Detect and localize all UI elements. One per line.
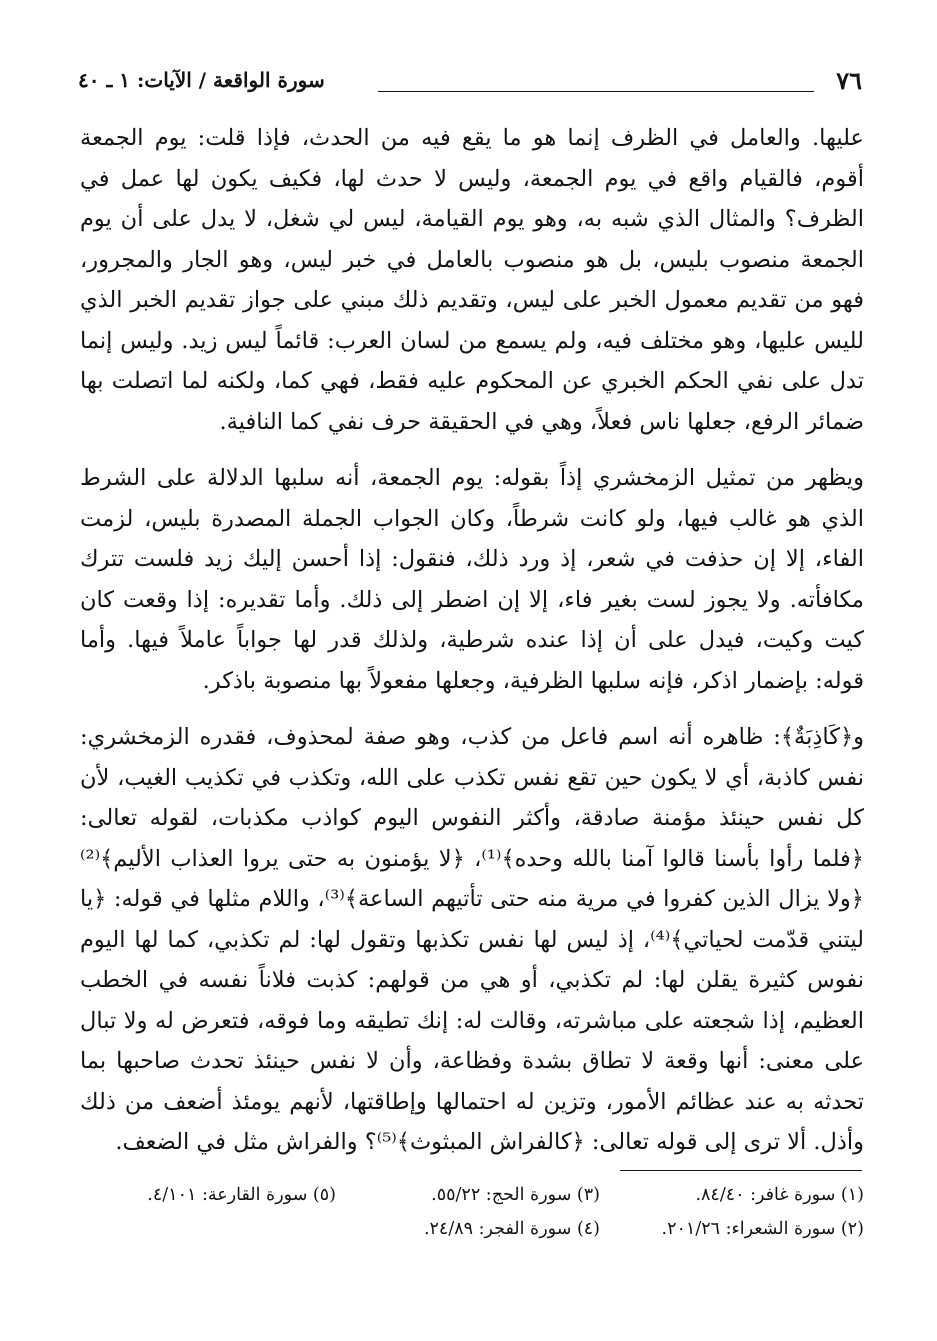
footnote: (٥) سورة القارعة: ٤/١٠١. [147,1185,336,1205]
page-number: ٧٦ [836,66,862,95]
paragraph: ويظهر من تمثيل الزمخشري إذاً بقوله: يوم الجمعة، أنه سلبها الدلالة على الشرط الذي هو غالب فيها، ولو كانت شرطاً، وكان الجواب الجملة المصدرة بليس، لزمت الفاء، إلا إن حذفت في شعر، إذ ورد ذلك، فنقول: إذا أحسن إليك زيد فلست تترك مكافأته. ولا يجوز لست بغير فاء، إلا إن اضطر إلى ذلك. وأما تقديره: إذا وقعت كان كيت وكيت، فيدل على أن إذا عنده شرطية، ولذلك قدر لها جواباً عاملاً فيها. وأما قوله: بإضمار اذكر، فإنه سلبها الظرفية، وجعلها مفعولاً بها منصوبة باذكر. [80,465,864,694]
footnote: (١) سورة غافر: ٨٤/٤٠. [695,1185,864,1205]
paragraph: و﴿كَاذِبَةٌ﴾: ظاهره أنه اسم فاعل من كذب، وهو صفة لمحذوف، فقدره الزمخشري: نفس كاذبة، أي لا يكون حين تقع نفس تكذب على الله، وتكذب في تكذيب الغيب، لأن كل نفس حينئذ مؤمنة صادقة، وأكثر النفوس اليوم كواذب مكذبات، لقوله تعالى: ﴿فلما رأوا بأسنا قالوا آمنا بالله وحده﴾⁽¹⁾، ﴿لا يؤمنون به حتى يروا العذاب الأليم﴾⁽²⁾ ﴿ولا يزال الذين كفروا في مرية منه حتى تأتيهم الساعة﴾⁽³⁾، واللام مثلها في قوله: ﴿يا ليتني قدّمت لحياتي﴾⁽⁴⁾، إذ ليس لها نفس تكذبها وتقول لها: لم تكذبي، كما لها اليوم نفوس كثيرة يقلن لها: لم تكذبي، أو هي من قولهم: كذبت فلاناً نفسه في الخطب العظيم، إذا شجعته على مباشرته، وقالت له: إنك تطيقه وما فوقه، فتعرض له ولا تبال على معنى: أنها وقعة لا تطاق بشدة وفظاعة، وأن لا نفس حينئذ تحدث صاحبها بما تحدثه به عند عظائم الأمور، وتزين له احتمالها وإطاقتها، لأنهم يومئذ أضعف من ذلك وأذل. ألا ترى إلى قوله تعالى: ﴿كالفراش المبثوث﴾⁽⁵⁾؟ والفراش مثل في الضعف. [80,724,864,1155]
running-title: سورة الواقعة / الآيات: ١ ـ ٤٠ [78,68,325,92]
paragraph: عليها. والعامل في الظرف إنما هو ما يقع فيه من الحدث، فإذا قلت: يوم الجمعة أقوم، فالقيام واقع في يوم الجمعة، وليس لا حدث لها، فكيف يكون لها عمل في الظرف؟ والمثال الذي شبه به، وهو يوم القيامة، ليس لي شغل، لا يدل على أن يوم الجمعة منصوب بليس، بل هو منصوب بالعامل في خبر ليس، وهو الجار والمجرور، فهو من تقديم معمول الخبر على ليس، وتقديم ذلك مبني على جواز تقديم الخبر الذي لليس عليها، وهو مختلف فيه، ولم يسمع من لسان العرب: قائماً ليس زيد. وليس إنما تدل على نفي الحكم الخبري عن المحكوم عليه فقط، فهي كما، ولكنه لما اتصلت بها ضمائر الرفع، جعلها ناس فعلاً، وهي في الحقيقة حرف نفي كما النافية. [80,125,864,435]
header-rule [378,91,814,92]
footnote: (٢) سورة الشعراء: ٢٠١/٢٦. [661,1219,864,1239]
page-header [78,60,862,100]
footnote-rule [620,1170,862,1171]
footnote: (٣) سورة الحج: ٥٥/٢٢. [431,1185,600,1205]
main-text [80,118,864,1163]
footnote: (٤) سورة الفجر: ٢٤/٨٩. [423,1219,600,1239]
footnotes [72,1182,864,1242]
